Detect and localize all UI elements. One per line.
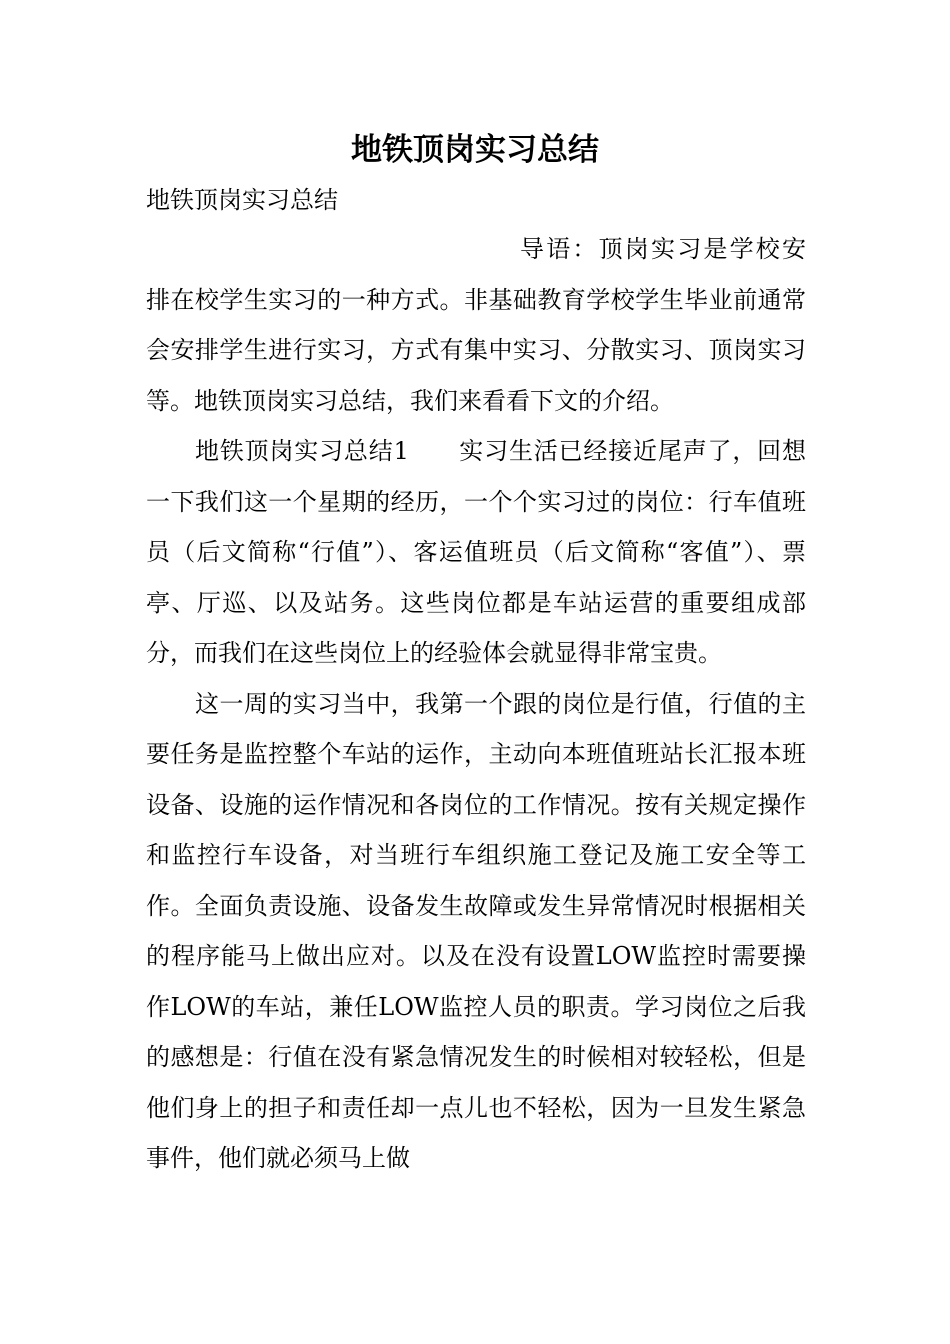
body-paragraph: 地铁顶岗实习总结1 实习生活已经接近尾声了，回想一下我们这一个星期的经历，一个个实习过的岗位：行车值班员（后文简称“行值”）、客运值班员（后文简称“客值”）、票亭、厅巡、以及站务。这些岗位都是车站运营的重要组成部分，而我们在这些岗位上的经验体会就显得非常宝贵。 — [146, 437, 806, 667]
body-paragraph: 这一周的实习当中，我第一个跟的岗位是行值，行值的主要任务是监控整个车站的运作，主动向本班值班站长汇报本班设备、设施的运作情况和各岗位的工作情况。按有关规定操作和监控行车设备，对当班行车组织施工登记及施工安全等工作。全面负责设施、设备发生故障或发生异常情况时根据相关的程序能马上做出应对。以及在没有设置LOW监控时需要操作LOW的车站，兼任LOW监控人员的职责。学习岗位之后我的感想是：行值在没有紧急情况发生的时候相对较轻松，但是他们身上的担子和责任却一点儿也不轻松，因为一旦发生紧急事件，他们就必须马上做 — [146, 689, 806, 1172]
intro-paragraph: 导语：顶岗实习是学校安排在校学生实习的一种方式。非基础教育学校学生毕业前通常会安排学生进行实习，方式有集中实习、分散实习、顶岗实习等。地铁顶岗实习总结，我们来看看下文的介绍。 — [146, 235, 806, 415]
document-subtitle: 地铁顶岗实习总结 — [146, 186, 338, 214]
document-body — [146, 224, 806, 1184]
document-title: 地铁顶岗实习总结 — [351, 132, 599, 168]
